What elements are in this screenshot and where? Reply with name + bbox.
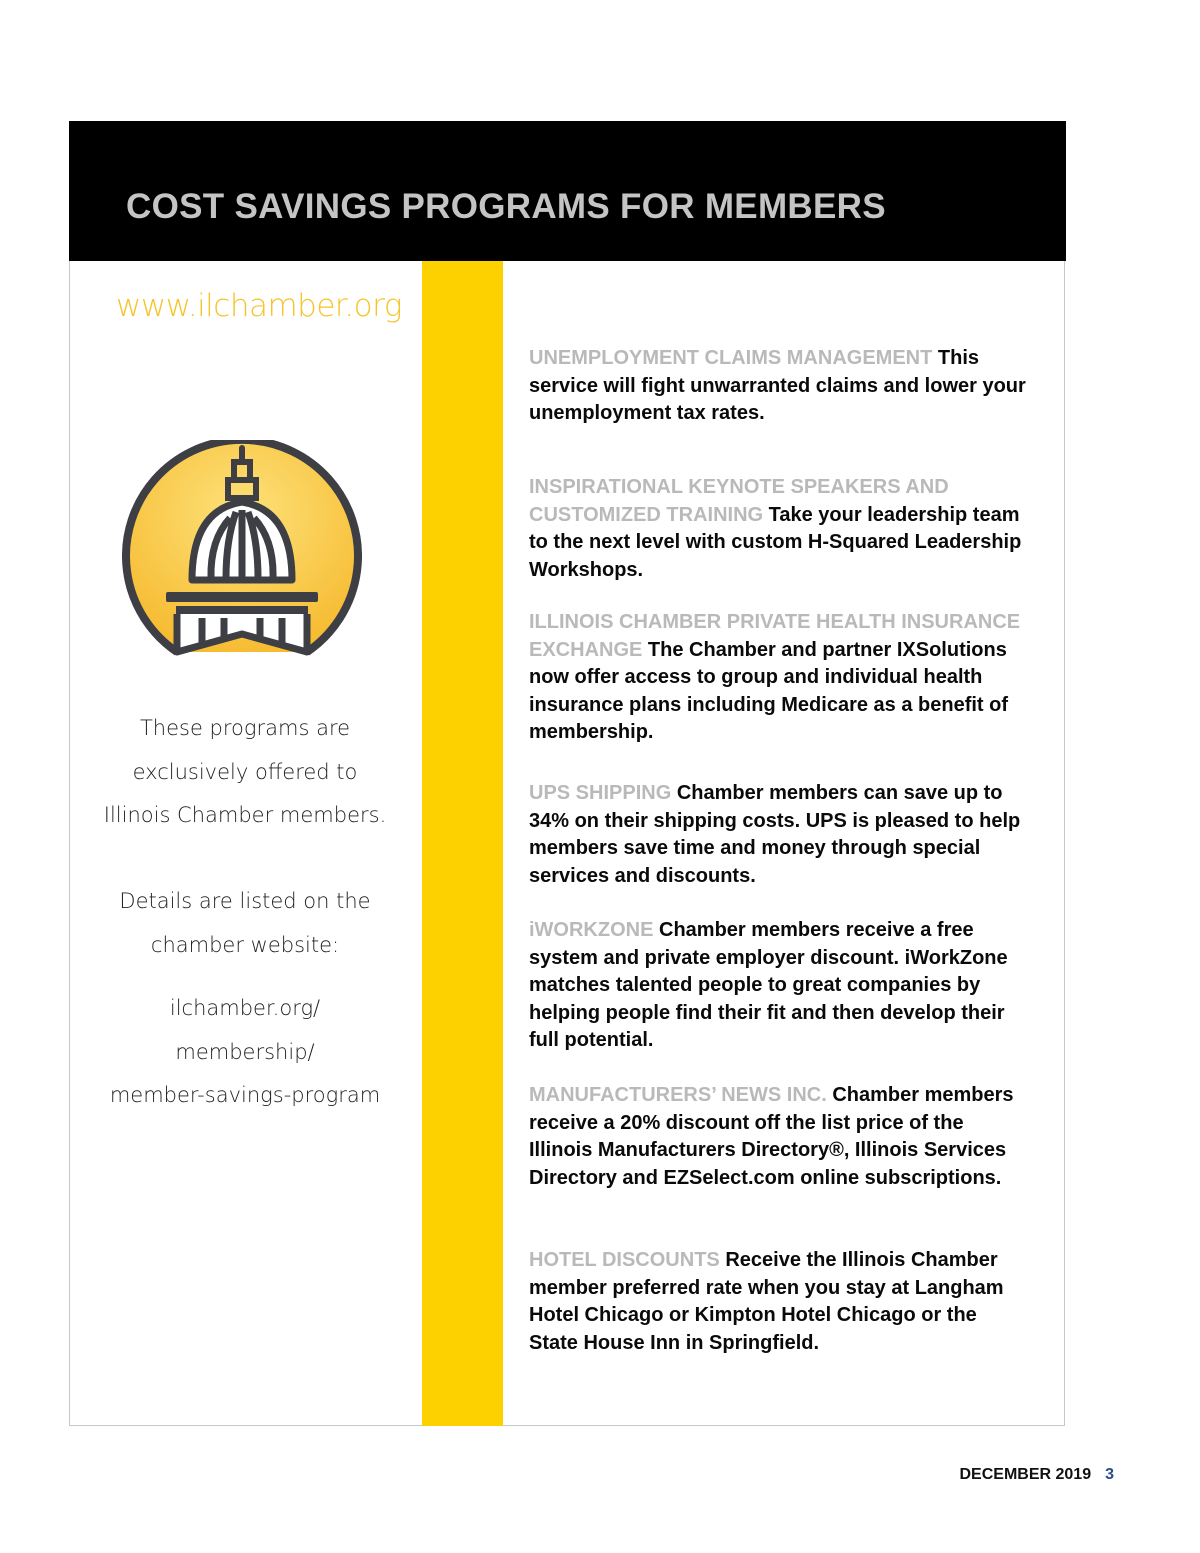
url-line: membership/	[175, 1039, 315, 1064]
program-title: ILLINOIS CHAMBER PRIVATE HEALTH INSURANCE EXCHANGE	[529, 611, 1021, 661]
program-body: The Chamber and partner IXSolutions now offer access to group and individual health insurance plans including Medicare as a benefit of membership.	[529, 638, 1009, 743]
intro-text	[75, 707, 415, 838]
program-body: Chamber members receive a free system and private employer discount. iWorkZone matches talented people to great companies by helping people find their fit and then develop their full potential.	[529, 919, 1008, 1051]
header-banner	[69, 121, 1066, 261]
yellow-divider-bar	[422, 261, 503, 1426]
details-line: Details are listed on the	[119, 889, 371, 913]
program-title: INSPIRATIONAL KEYNOTE SPEAKERS AND CUSTOMIZED TRAINING	[529, 476, 949, 526]
issue-date: DECEMBER 2019	[959, 1466, 1092, 1483]
page-number: 3	[1105, 1466, 1114, 1483]
program-title: MANUFACTURERS’ NEWS INC.	[529, 1084, 827, 1106]
intro-line: exclusively offered to	[132, 759, 358, 784]
program-entry	[529, 780, 1029, 890]
program-title: HOTEL DISCOUNTS	[529, 1249, 720, 1271]
membership-url[interactable]	[75, 987, 415, 1118]
intro-line: These programs are	[139, 716, 351, 740]
program-title: UPS SHIPPING	[529, 782, 672, 804]
url-line: ilchamber.org/	[169, 996, 321, 1020]
program-body: Take your leadership team to the next level with custom H-Squared Leadership Workshops.	[529, 503, 1022, 581]
program-body: Receive the Illinois Chamber member preferred rate when you stay at Langham Hotel Chicago or Kimpton Hotel Chicago or the State House Inn in Springfield.	[529, 1249, 1004, 1354]
capitol-dome-icon	[122, 440, 362, 664]
program-entry	[529, 345, 1029, 428]
program-body: Chamber members receive a 20% discount off the list price of the Illinois Manufacturers Directory®, Illinois Services Directory and EZSelect.com online subscriptions.	[529, 1084, 1014, 1189]
website-link[interactable]: www.ilchamber.org	[116, 288, 402, 324]
program-entry	[529, 1082, 1029, 1192]
program-title: UNEMPLOYMENT CLAIMS MANAGEMENT	[529, 347, 933, 369]
program-entry	[529, 1247, 1029, 1357]
url-line: member-savings-program	[109, 1083, 381, 1107]
details-line: chamber website:	[150, 932, 340, 957]
page-footer	[959, 1466, 1114, 1484]
program-entry	[529, 474, 1029, 584]
program-entry	[529, 917, 1029, 1055]
details-text	[75, 880, 415, 967]
program-body: Chamber members can save up to 34% on their shipping costs. UPS is pleased to help members save time and money through special services and discounts.	[529, 782, 1021, 887]
program-title: iWORKZONE	[529, 919, 654, 941]
page-title: COST SAVINGS PROGRAMS FOR MEMBERS	[126, 187, 886, 226]
program-entry	[529, 609, 1029, 747]
program-body: This service will fight unwarranted claims and lower your unemployment tax rates.	[529, 347, 1026, 424]
intro-line: Illinois Chamber members.	[103, 803, 387, 827]
